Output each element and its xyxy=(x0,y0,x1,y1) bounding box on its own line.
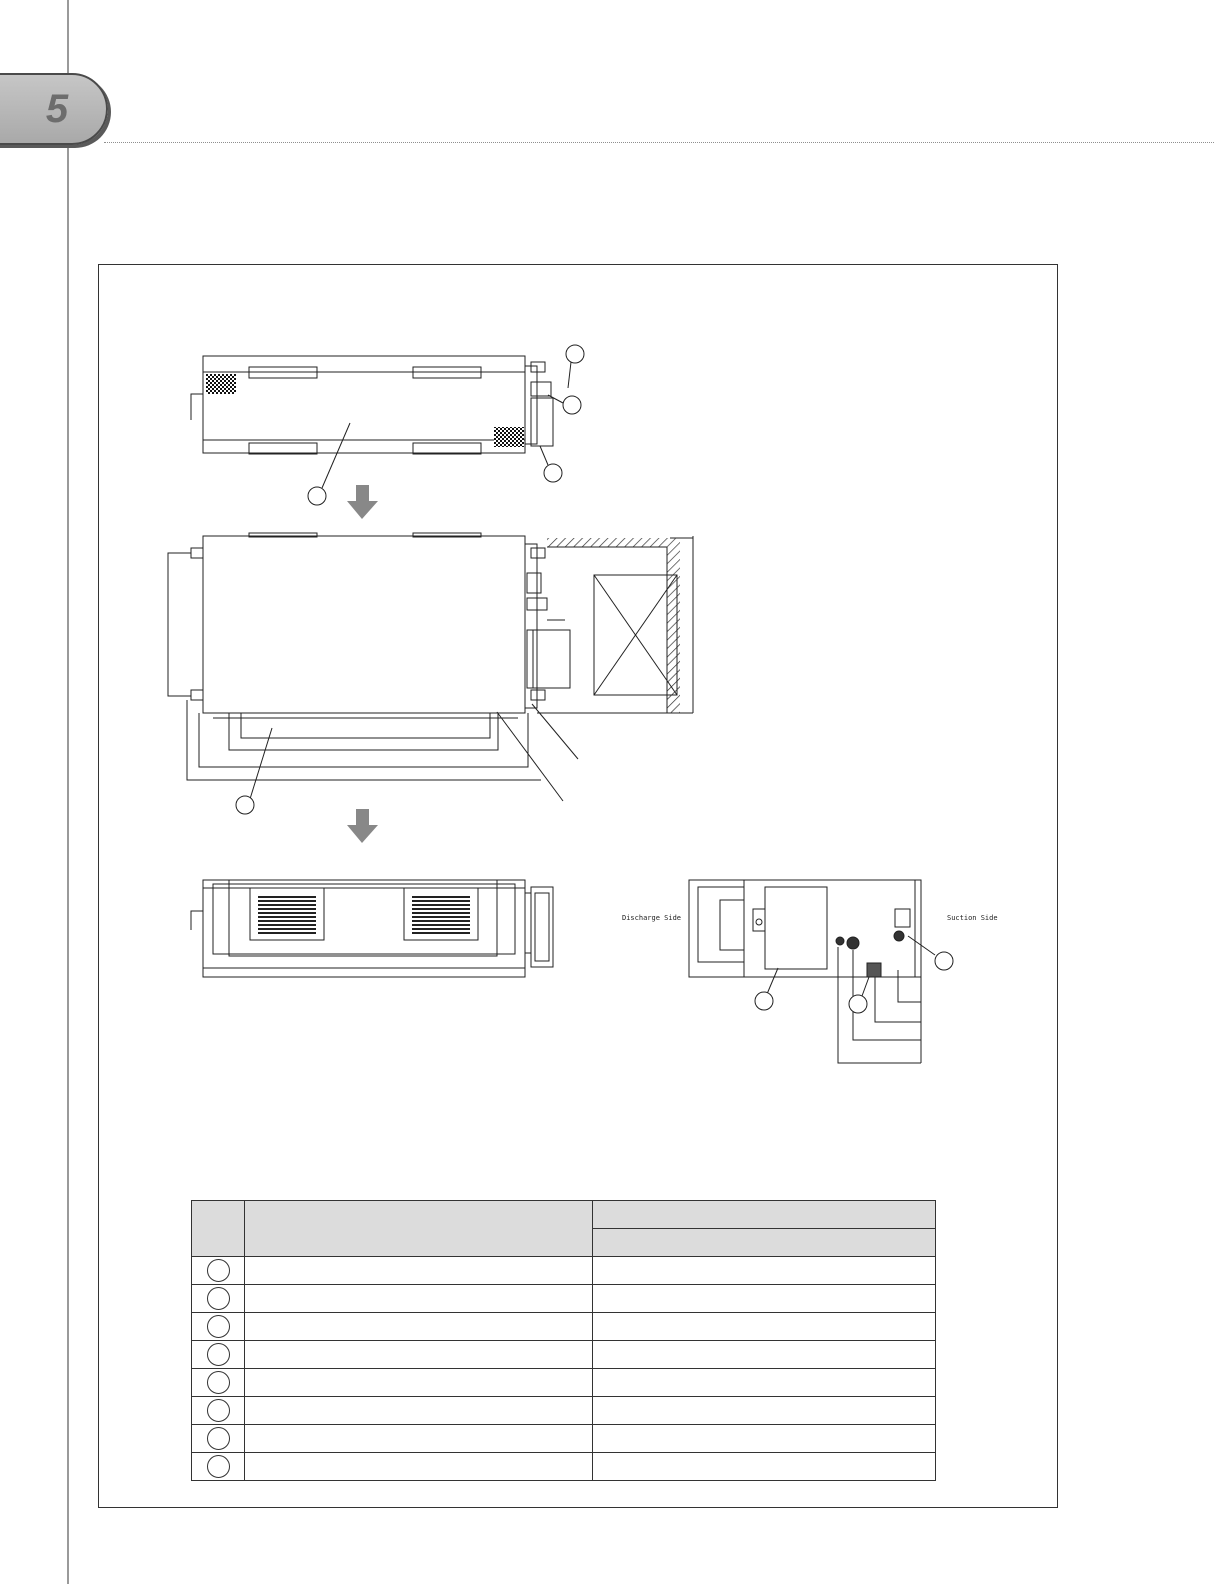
row-number-circle xyxy=(207,1343,230,1366)
arrow-down-icon xyxy=(347,485,378,519)
table-row xyxy=(192,1313,936,1341)
table-row xyxy=(192,1397,936,1425)
suction-side-label: Suction Side xyxy=(947,914,998,922)
header-spec xyxy=(593,1201,936,1229)
table-row xyxy=(192,1257,936,1285)
row-item xyxy=(245,1285,593,1313)
row-spec xyxy=(593,1341,936,1369)
row-number-circle xyxy=(207,1259,230,1282)
row-number-circle xyxy=(207,1399,230,1422)
row-spec xyxy=(593,1257,936,1285)
table-row xyxy=(192,1425,936,1453)
row-item xyxy=(245,1397,593,1425)
row-number-circle xyxy=(207,1455,230,1478)
table-row xyxy=(192,1341,936,1369)
row-item xyxy=(245,1257,593,1285)
row-number-circle xyxy=(207,1315,230,1338)
parts-table xyxy=(191,1200,936,1481)
row-spec xyxy=(593,1285,936,1313)
table-row xyxy=(192,1285,936,1313)
table-row xyxy=(192,1369,936,1397)
drawing-step-3-side xyxy=(689,880,953,1063)
header-item xyxy=(245,1201,593,1257)
row-number-circle xyxy=(207,1287,230,1310)
row-spec xyxy=(593,1369,936,1397)
table-row xyxy=(192,1453,936,1481)
header-spec-sub xyxy=(593,1229,936,1257)
drawing-step-3-front xyxy=(191,880,553,977)
row-spec xyxy=(593,1453,936,1481)
row-number-circle xyxy=(207,1427,230,1450)
row-item xyxy=(245,1453,593,1481)
header-no xyxy=(192,1201,245,1257)
row-spec xyxy=(593,1313,936,1341)
drawing-step-2 xyxy=(168,533,693,814)
chapter-number: 5 xyxy=(45,86,69,131)
drawing-step-1 xyxy=(191,345,584,505)
arrow-down-icon xyxy=(347,809,378,843)
row-item xyxy=(245,1341,593,1369)
row-spec xyxy=(593,1397,936,1425)
row-spec xyxy=(593,1425,936,1453)
row-number-circle xyxy=(207,1371,230,1394)
row-item xyxy=(245,1369,593,1397)
row-item xyxy=(245,1425,593,1453)
row-item xyxy=(245,1313,593,1341)
discharge-side-label: Discharge Side xyxy=(622,914,682,922)
